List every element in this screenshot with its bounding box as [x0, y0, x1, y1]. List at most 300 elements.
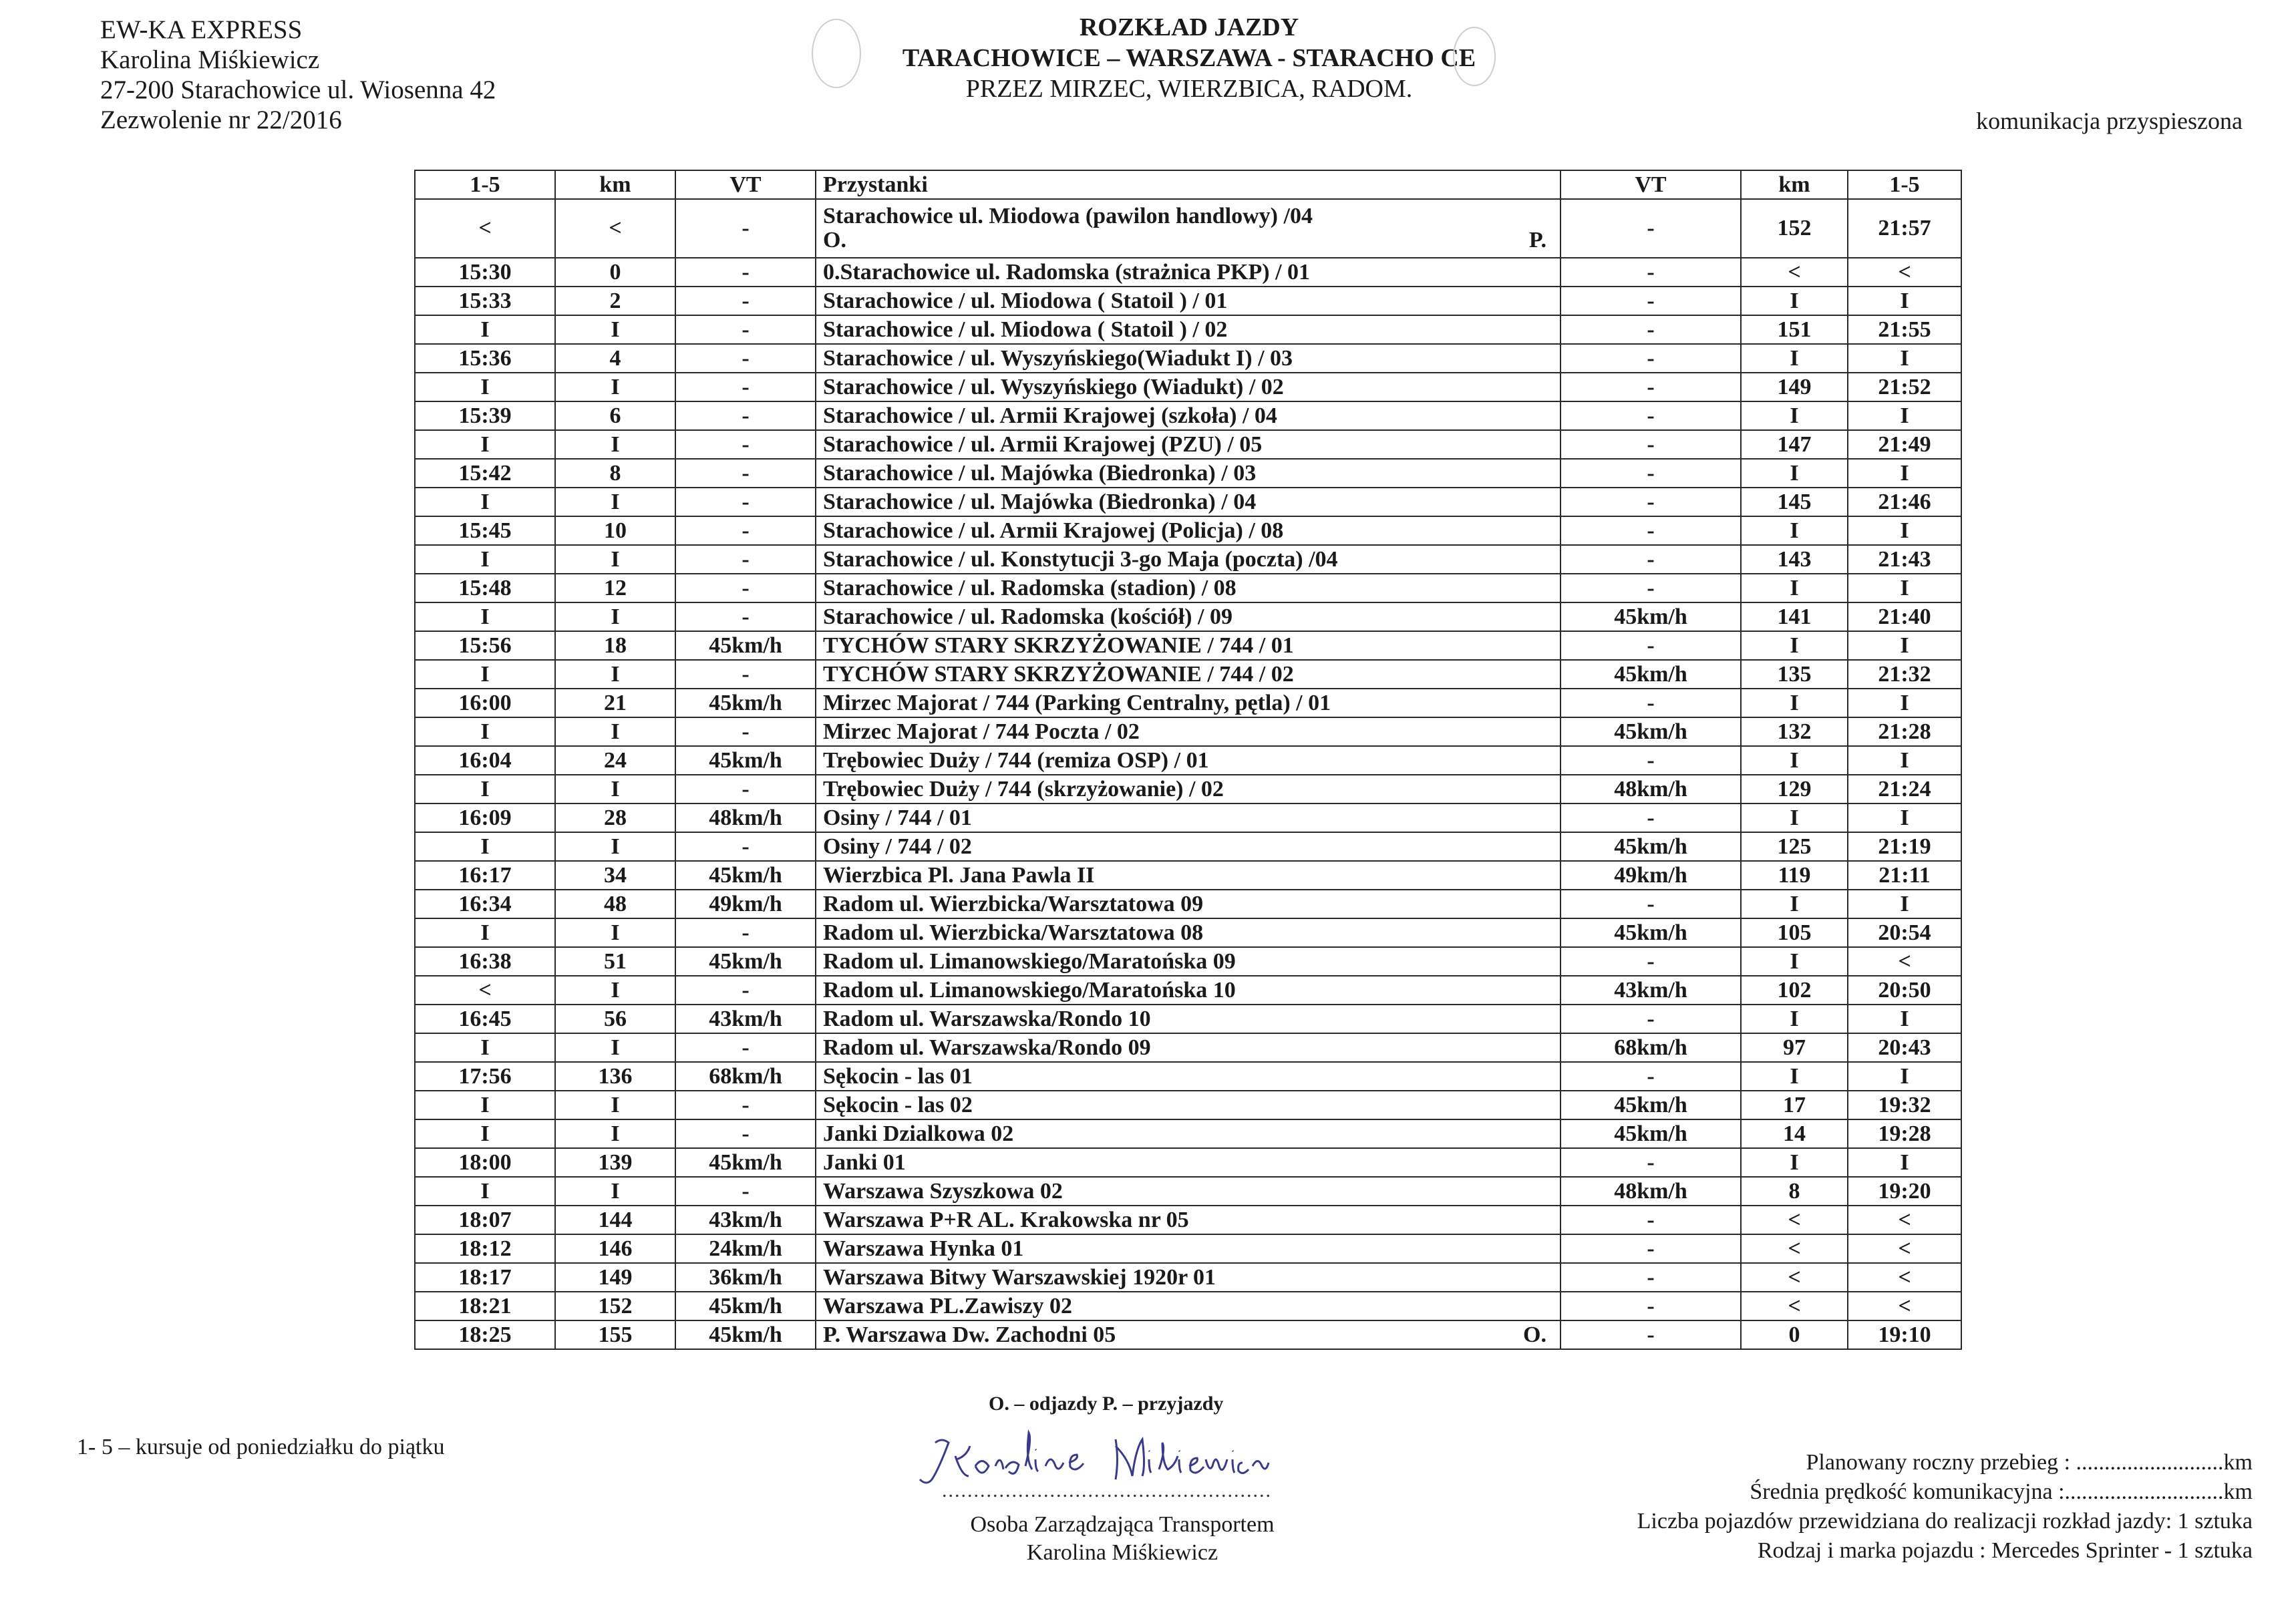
cell-vt-out: 49km/h	[675, 890, 816, 918]
cell-km-out: 21	[555, 689, 675, 717]
cell-vt-back: 68km/h	[1561, 1033, 1741, 1062]
timetable	[414, 170, 1962, 1350]
cell-vt-out: -	[675, 430, 816, 459]
cell-arrival: <	[1848, 1206, 1961, 1234]
cell-stop: Mirzec Majorat / 744 Poczta / 02	[816, 717, 1561, 746]
cell-arrival: 21:49	[1848, 430, 1961, 459]
cell-departure: 15:39	[415, 401, 555, 430]
cell-km-out: I	[555, 488, 675, 516]
cell-stop: Osiny / 744 / 01	[816, 803, 1561, 832]
cell-km-back: 125	[1741, 832, 1848, 861]
cell-departure: I	[415, 832, 555, 861]
cell-km-back: 129	[1741, 775, 1848, 803]
cell-vt-out: -	[675, 1033, 816, 1062]
cell-stop: TYCHÓW STARY SKRZYŻOWANIE / 744 / 02	[816, 660, 1561, 689]
cell-stop: Starachowice / ul. Armii Krajowej (Policja) / 08	[816, 516, 1561, 545]
cell-departure: 18:07	[415, 1206, 555, 1234]
cell-km-out: 51	[555, 947, 675, 976]
cell-arrival: 21:52	[1848, 373, 1961, 401]
cell-km-back: I	[1741, 459, 1848, 488]
cell-stop: Radom ul. Warszawska/Rondo 09	[816, 1033, 1561, 1062]
cell-vt-back: 45km/h	[1561, 660, 1741, 689]
cell-km-out: 24	[555, 746, 675, 775]
cell-km-back: 145	[1741, 488, 1848, 516]
cell-vt-back: -	[1561, 803, 1741, 832]
cell-stop: Radom ul. Wierzbicka/Warsztatowa 09	[816, 890, 1561, 918]
cell-km-back: 135	[1741, 660, 1848, 689]
cell-km-back: I	[1741, 1062, 1848, 1091]
table-row	[415, 717, 1961, 746]
cell-arrival: I	[1848, 344, 1961, 373]
cell-arrival: I	[1848, 890, 1961, 918]
cell-departure: 15:33	[415, 287, 555, 315]
cell-km-back: I	[1741, 689, 1848, 717]
table-row	[415, 401, 1961, 430]
cell-stop: Janki 01	[816, 1148, 1561, 1177]
cell-vt-back: -	[1561, 373, 1741, 401]
cell-km-out: I	[555, 918, 675, 947]
cell-vt-back: 48km/h	[1561, 1177, 1741, 1206]
cell-km-back: 149	[1741, 373, 1848, 401]
cell-km-out: <	[555, 199, 675, 258]
cell-arrival: I	[1848, 459, 1961, 488]
cell-vt-out: 45km/h	[675, 746, 816, 775]
cell-arrival: 20:43	[1848, 1033, 1961, 1062]
cell-km-out: 4	[555, 344, 675, 373]
timetable-header-row	[415, 170, 1961, 199]
stop-name: Starachowice ul. Miodowa (pawilon handlowy) /04	[823, 204, 1313, 228]
cell-departure: 15:48	[415, 574, 555, 602]
cell-vt-out: 45km/h	[675, 947, 816, 976]
cell-vt-out: -	[675, 1119, 816, 1148]
cell-km-back: I	[1741, 344, 1848, 373]
cell-km-out: 12	[555, 574, 675, 602]
cell-km-back: I	[1741, 631, 1848, 660]
title-via: PRZEZ MIRZEC, WIERZBICA, RADOM.	[965, 75, 1413, 103]
cell-vt-out: 45km/h	[675, 1320, 816, 1349]
cell-stop: Starachowice / ul. Wyszyńskiego (Wiadukt) / 02	[816, 373, 1561, 401]
cell-vt-out: -	[675, 287, 816, 315]
cell-vt-back: -	[1561, 1263, 1741, 1292]
cell-departure: 16:00	[415, 689, 555, 717]
stat-annual-mileage: Planowany roczny przebieg : ..........................km	[1806, 1450, 2253, 1475]
cell-vt-back: -	[1561, 199, 1741, 258]
cell-arrival: 21:11	[1848, 861, 1961, 890]
cell-departure: 15:30	[415, 258, 555, 287]
cell-vt-back: -	[1561, 258, 1741, 287]
cell-vt-out: -	[675, 545, 816, 574]
cell-arrival: I	[1848, 689, 1961, 717]
table-row	[415, 1320, 1961, 1349]
table-row	[415, 976, 1961, 1005]
cell-stop: Radom ul. Warszawska/Rondo 10	[816, 1005, 1561, 1033]
cell-arrival: 20:50	[1848, 976, 1961, 1005]
cell-km-out: 10	[555, 516, 675, 545]
cell-km-out: 155	[555, 1320, 675, 1349]
cell-stop: Starachowice / ul. Radomska (stadion) / 08	[816, 574, 1561, 602]
cell-arrival: 21:40	[1848, 602, 1961, 631]
table-row	[415, 1177, 1961, 1206]
cell-stop: Radom ul. Limanowskiego/Maratońska 10	[816, 976, 1561, 1005]
title-route: TARACHOWICE – WARSZAWA - STARACHO CE	[902, 44, 1476, 72]
stat-average-speed: Średnia prędkość komunikacyjna :............................km	[1750, 1479, 2253, 1504]
company-permit: Zezwolenie nr 22/2016	[100, 106, 342, 134]
cell-km-out: 146	[555, 1234, 675, 1263]
cell-departure: 16:04	[415, 746, 555, 775]
cell-km-out: 2	[555, 287, 675, 315]
cell-vt-back: -	[1561, 689, 1741, 717]
cell-km-back: I	[1741, 401, 1848, 430]
cell-km-out: 18	[555, 631, 675, 660]
cell-arrival: 19:28	[1848, 1119, 1961, 1148]
cell-km-back: I	[1741, 746, 1848, 775]
cell-departure: I	[415, 430, 555, 459]
cell-vt-out: 48km/h	[675, 803, 816, 832]
cell-stop: Starachowice / ul. Wyszyńskiego(Wiadukt I) / 03	[816, 344, 1561, 373]
table-row	[415, 832, 1961, 861]
cell-stop: Mirzec Majorat / 744 (Parking Centralny, pętla) / 01	[816, 689, 1561, 717]
cell-departure: I	[415, 1033, 555, 1062]
cell-departure: 18:12	[415, 1234, 555, 1263]
cell-vt-out: 68km/h	[675, 1062, 816, 1091]
cell-km-back: 151	[1741, 315, 1848, 344]
company-info	[100, 15, 496, 135]
cell-arrival: 21:28	[1848, 717, 1961, 746]
cell-km-out: 6	[555, 401, 675, 430]
cell-km-back: 105	[1741, 918, 1848, 947]
table-row	[415, 1062, 1961, 1091]
cell-arrival: <	[1848, 1263, 1961, 1292]
cell-vt-out: -	[675, 315, 816, 344]
cell-km-out: I	[555, 717, 675, 746]
cell-vt-back: -	[1561, 1234, 1741, 1263]
table-row	[415, 516, 1961, 545]
cell-km-out: I	[555, 775, 675, 803]
cell-vt-out: 43km/h	[675, 1206, 816, 1234]
table-row	[415, 430, 1961, 459]
cell-km-back: 17	[1741, 1091, 1848, 1119]
cell-departure: 16:38	[415, 947, 555, 976]
cell-vt-out: -	[675, 488, 816, 516]
cell-departure: I	[415, 775, 555, 803]
table-row	[415, 1263, 1961, 1292]
cell-departure: <	[415, 199, 555, 258]
cell-departure: I	[415, 373, 555, 401]
cell-km-out: I	[555, 1033, 675, 1062]
punch-hole-mark	[1453, 27, 1496, 86]
cell-stop: TYCHÓW STARY SKRZYŻOWANIE / 744 / 01	[816, 631, 1561, 660]
cell-km-back: <	[1741, 1263, 1848, 1292]
title-main: ROZKŁAD JAZDY	[1079, 13, 1299, 41]
cell-departure: 18:25	[415, 1320, 555, 1349]
departure-marker: O.	[1523, 1322, 1546, 1347]
cell-arrival: 21:32	[1848, 660, 1961, 689]
legend: O. – odjazdy P. – przyjazdy	[989, 1393, 1224, 1415]
table-row	[415, 1005, 1961, 1033]
days-note: 1- 5 – kursuje od poniedziałku do piątku	[77, 1435, 445, 1459]
table-row	[415, 746, 1961, 775]
cell-vt-out: 45km/h	[675, 1292, 816, 1320]
cell-km-back: 97	[1741, 1033, 1848, 1062]
cell-km-out: I	[555, 832, 675, 861]
cell-km-out: I	[555, 430, 675, 459]
cell-departure: 18:17	[415, 1263, 555, 1292]
cell-km-out: 56	[555, 1005, 675, 1033]
cell-km-back: <	[1741, 1292, 1848, 1320]
cell-stop: Starachowice / ul. Miodowa ( Statoil ) / 01	[816, 287, 1561, 315]
cell-departure: 15:45	[415, 516, 555, 545]
header-days-out: 1-5	[415, 170, 555, 199]
cell-vt-back: 45km/h	[1561, 1091, 1741, 1119]
cell-vt-back: -	[1561, 1206, 1741, 1234]
cell-vt-back: -	[1561, 344, 1741, 373]
cell-departure: I	[415, 602, 555, 631]
cell-departure: I	[415, 918, 555, 947]
cell-vt-out: -	[675, 660, 816, 689]
cell-departure: 18:00	[415, 1148, 555, 1177]
stop-markers	[823, 1322, 1553, 1349]
cell-arrival: I	[1848, 287, 1961, 315]
manager-role: Osoba Zarządzająca Transportem	[970, 1512, 1275, 1537]
cell-arrival: <	[1848, 1234, 1961, 1263]
cell-stop	[816, 199, 1561, 258]
cell-km-back: I	[1741, 287, 1848, 315]
company-owner: Karolina Miśkiewicz	[100, 45, 320, 74]
table-row	[415, 459, 1961, 488]
cell-arrival: I	[1848, 746, 1961, 775]
punch-hole-mark	[812, 19, 861, 88]
cell-km-out: I	[555, 1091, 675, 1119]
cell-departure: 15:56	[415, 631, 555, 660]
table-row	[415, 373, 1961, 401]
cell-stop: Starachowice / ul. Armii Krajowej (szkoła) / 04	[816, 401, 1561, 430]
header-vt-out: VT	[675, 170, 816, 199]
cell-km-out: I	[555, 1177, 675, 1206]
cell-departure: I	[415, 1091, 555, 1119]
cell-vt-out: -	[675, 258, 816, 287]
cell-km-back: <	[1741, 1206, 1848, 1234]
cell-km-back: I	[1741, 890, 1848, 918]
cell-stop: Starachowice / ul. Majówka (Biedronka) / 04	[816, 488, 1561, 516]
table-row	[415, 1091, 1961, 1119]
cell-vt-out: -	[675, 832, 816, 861]
cell-vt-back: -	[1561, 1320, 1741, 1349]
cell-vt-out: -	[675, 401, 816, 430]
cell-arrival: <	[1848, 947, 1961, 976]
table-row	[415, 574, 1961, 602]
cell-vt-out: 45km/h	[675, 631, 816, 660]
cell-vt-out: -	[675, 775, 816, 803]
cell-stop: Osiny / 744 / 02	[816, 832, 1561, 861]
stat-vehicle-type: Rodzaj i marka pojazdu : Mercedes Sprinter - 1 sztuka	[1757, 1538, 2253, 1563]
cell-departure: I	[415, 488, 555, 516]
arrival-marker: P.	[1528, 228, 1546, 252]
cell-arrival: I	[1848, 516, 1961, 545]
signature-line: ....................................................	[942, 1479, 1272, 1501]
cell-vt-out: -	[675, 1091, 816, 1119]
cell-vt-out: 45km/h	[675, 861, 816, 890]
cell-arrival: I	[1848, 1148, 1961, 1177]
cell-vt-back: 45km/h	[1561, 602, 1741, 631]
cell-vt-out: -	[675, 344, 816, 373]
cell-vt-out: -	[675, 373, 816, 401]
cell-stop: Janki Dzialkowa 02	[816, 1119, 1561, 1148]
cell-departure: I	[415, 315, 555, 344]
cell-departure: I	[415, 717, 555, 746]
cell-arrival: 21:19	[1848, 832, 1961, 861]
cell-km-out: I	[555, 660, 675, 689]
cell-km-back: 147	[1741, 430, 1848, 459]
table-row	[415, 631, 1961, 660]
cell-arrival: 19:10	[1848, 1320, 1961, 1349]
cell-stop: Starachowice / ul. Radomska (kościół) / 09	[816, 602, 1561, 631]
cell-vt-back: -	[1561, 1062, 1741, 1091]
cell-arrival: 19:20	[1848, 1177, 1961, 1206]
cell-vt-back: -	[1561, 459, 1741, 488]
cell-km-out: 48	[555, 890, 675, 918]
cell-arrival: I	[1848, 574, 1961, 602]
table-row	[415, 689, 1961, 717]
cell-stop: Starachowice / ul. Majówka (Biedronka) / 03	[816, 459, 1561, 488]
cell-arrival: <	[1848, 1292, 1961, 1320]
cell-arrival: 19:32	[1848, 1091, 1961, 1119]
stat-vehicle-count: Liczba pojazdów przewidziana do realizacji rozkład jazdy: 1 sztuka	[1637, 1509, 2253, 1534]
table-row	[415, 918, 1961, 947]
table-row	[415, 775, 1961, 803]
cell-stop: Trębowiec Duży / 744 (remiza OSP) / 01	[816, 746, 1561, 775]
cell-vt-back: -	[1561, 287, 1741, 315]
cell-km-out: 28	[555, 803, 675, 832]
cell-vt-back: -	[1561, 315, 1741, 344]
cell-vt-back: -	[1561, 746, 1741, 775]
cell-km-out: 34	[555, 861, 675, 890]
cell-stop: Warszawa PL.Zawiszy 02	[816, 1292, 1561, 1320]
cell-km-back: <	[1741, 1234, 1848, 1263]
cell-vt-back: 48km/h	[1561, 775, 1741, 803]
cell-departure: 15:36	[415, 344, 555, 373]
cell-arrival: I	[1848, 631, 1961, 660]
cell-vt-back: -	[1561, 430, 1741, 459]
table-row	[415, 803, 1961, 832]
cell-arrival: 21:57	[1848, 199, 1961, 258]
cell-arrival: <	[1848, 258, 1961, 287]
cell-arrival: I	[1848, 1062, 1961, 1091]
cell-vt-out: 45km/h	[675, 1148, 816, 1177]
cell-stop: Starachowice / ul. Miodowa ( Statoil ) / 02	[816, 315, 1561, 344]
cell-stop: Wierzbica Pl. Jana Pawla II	[816, 861, 1561, 890]
cell-vt-out: -	[675, 459, 816, 488]
header-km-back: km	[1741, 170, 1848, 199]
cell-vt-out: -	[675, 602, 816, 631]
cell-km-back: I	[1741, 574, 1848, 602]
table-row	[415, 1119, 1961, 1148]
cell-vt-out: 45km/h	[675, 689, 816, 717]
cell-km-back: 143	[1741, 545, 1848, 574]
cell-stop: Warszawa Hynka 01	[816, 1234, 1561, 1263]
table-row	[415, 1292, 1961, 1320]
cell-stop: 0.Starachowice ul. Radomska (strażnica PKP) / 01	[816, 258, 1561, 287]
cell-vt-back: 45km/h	[1561, 1119, 1741, 1148]
cell-vt-out: -	[675, 1177, 816, 1206]
cell-km-out: 139	[555, 1148, 675, 1177]
cell-km-back: 119	[1741, 861, 1848, 890]
cell-km-back: 8	[1741, 1177, 1848, 1206]
cell-vt-back: 49km/h	[1561, 861, 1741, 890]
cell-km-out: 0	[555, 258, 675, 287]
cell-vt-out: -	[675, 516, 816, 545]
cell-km-out: I	[555, 1119, 675, 1148]
cell-departure: I	[415, 1119, 555, 1148]
cell-vt-back: -	[1561, 947, 1741, 976]
cell-stop: Trębowiec Duży / 744 (skrzyżowanie) / 02	[816, 775, 1561, 803]
table-row	[415, 1206, 1961, 1234]
cell-vt-back: -	[1561, 1148, 1741, 1177]
cell-arrival: 20:54	[1848, 918, 1961, 947]
route-statistics	[1637, 1448, 2253, 1566]
cell-vt-back: -	[1561, 1292, 1741, 1320]
cell-km-back: I	[1741, 516, 1848, 545]
cell-km-back: 132	[1741, 717, 1848, 746]
cell-departure: I	[415, 1177, 555, 1206]
header-stops: Przystanki	[816, 170, 1561, 199]
cell-stop: Warszawa Bitwy Warszawskiej 1920r 01	[816, 1263, 1561, 1292]
cell-vt-back: -	[1561, 488, 1741, 516]
cell-km-back: 14	[1741, 1119, 1848, 1148]
table-row	[415, 199, 1961, 258]
cell-vt-back: 45km/h	[1561, 918, 1741, 947]
header-vt-back: VT	[1561, 170, 1741, 199]
cell-km-back: 0	[1741, 1320, 1848, 1349]
cell-departure: 16:45	[415, 1005, 555, 1033]
cell-vt-back: -	[1561, 401, 1741, 430]
cell-vt-out: 43km/h	[675, 1005, 816, 1033]
company-address: 27-200 Starachowice ul. Wiosenna 42	[100, 75, 496, 104]
cell-stop: Sękocin - las 02	[816, 1091, 1561, 1119]
cell-vt-out: 24km/h	[675, 1234, 816, 1263]
cell-departure: 16:09	[415, 803, 555, 832]
cell-stop: Sękocin - las 01	[816, 1062, 1561, 1091]
cell-departure: <	[415, 976, 555, 1005]
cell-arrival: 21:43	[1848, 545, 1961, 574]
stop-name: P. Warszawa Dw. Zachodni 05	[823, 1322, 1116, 1347]
cell-stop: Radom ul. Limanowskiego/Maratońska 09	[816, 947, 1561, 976]
table-row	[415, 861, 1961, 890]
cell-vt-back: 45km/h	[1561, 832, 1741, 861]
cell-vt-back: -	[1561, 574, 1741, 602]
stop-markers	[823, 228, 1553, 252]
cell-km-back: 102	[1741, 976, 1848, 1005]
cell-vt-out: -	[675, 976, 816, 1005]
cell-km-back: I	[1741, 1148, 1848, 1177]
cell-km-out: I	[555, 602, 675, 631]
cell-departure: 17:56	[415, 1062, 555, 1091]
cell-vt-back: 45km/h	[1561, 717, 1741, 746]
cell-vt-back: -	[1561, 545, 1741, 574]
cell-vt-back: -	[1561, 631, 1741, 660]
cell-departure: 15:42	[415, 459, 555, 488]
cell-km-back: I	[1741, 1005, 1848, 1033]
cell-km-out: I	[555, 545, 675, 574]
cell-km-back: I	[1741, 803, 1848, 832]
cell-stop: Radom ul. Wierzbicka/Warsztatowa 08	[816, 918, 1561, 947]
company-name: EW-KA EXPRESS	[100, 15, 303, 44]
table-row	[415, 947, 1961, 976]
cell-km-out: I	[555, 315, 675, 344]
cell-arrival: 21:24	[1848, 775, 1961, 803]
cell-departure: I	[415, 660, 555, 689]
transport-manager	[882, 1511, 1363, 1567]
cell-km-back: <	[1741, 258, 1848, 287]
